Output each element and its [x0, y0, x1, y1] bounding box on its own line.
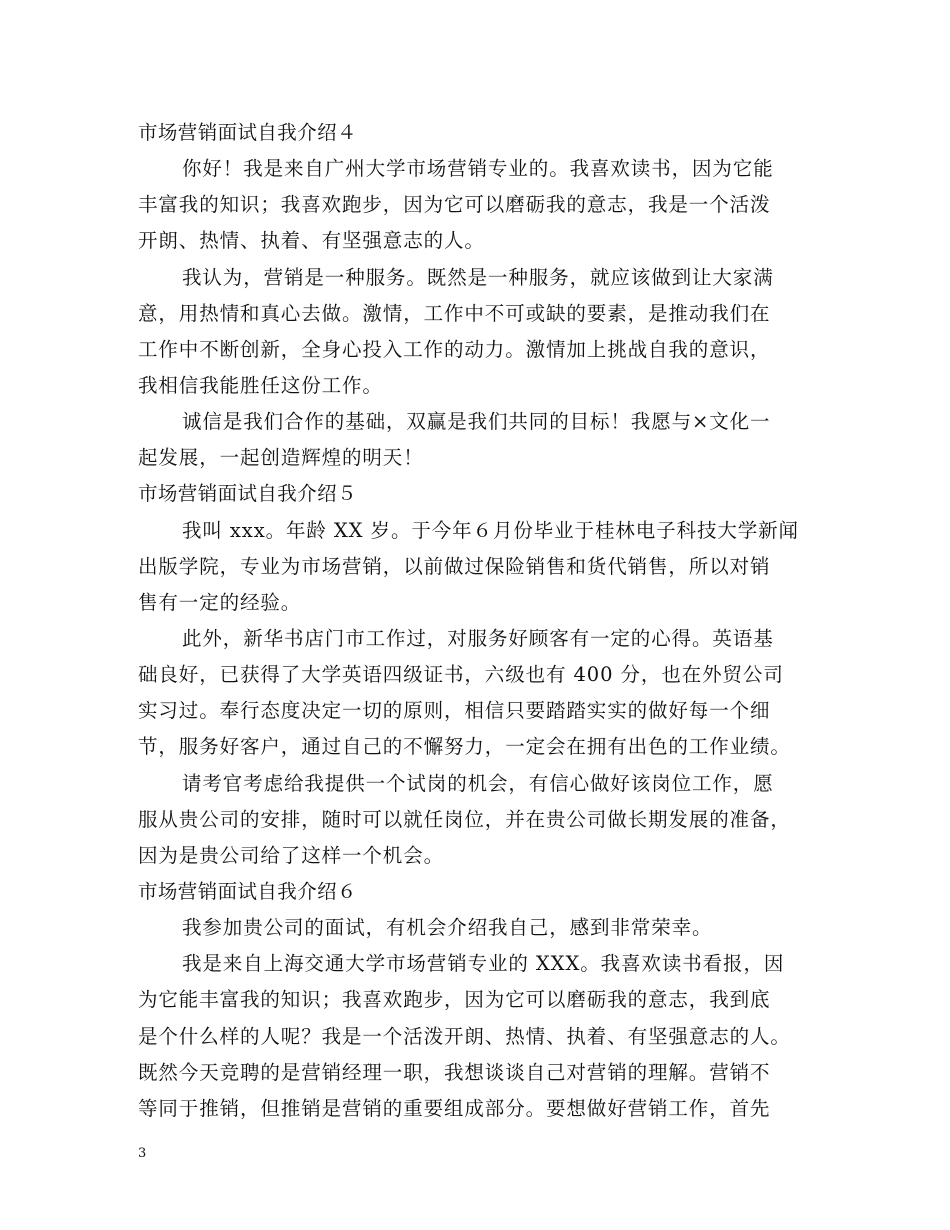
- paragraph-line: 请考官考虑给我提供一个试岗的机会，有信心做好该岗位工作，愿: [182, 771, 774, 795]
- paragraph-line: 我是来自上海交通大学市场营销专业的 XXX。我喜欢读书看报，因: [182, 952, 785, 976]
- paragraph-line: 实习过。奉行态度决定一切的原则，相信只要踏踏实实的做好每一个细: [138, 699, 771, 723]
- paragraph-line: 意，用热情和真心去做。激情，工作中不可或缺的要素，是推动我们在: [138, 301, 771, 325]
- paragraph-line: 为它能丰富我的知识；我喜欢跑步，因为它可以磨砺我的意志，我到底: [138, 988, 771, 1012]
- paragraph-line: 出版学院，专业为市场营销，以前做过保险销售和货代销售，所以对销: [138, 554, 771, 578]
- page-number: 3: [138, 1146, 147, 1161]
- paragraph-line: 我参加贵公司的面试，有机会介绍我自己，感到非常荣幸。: [182, 916, 713, 940]
- paragraph-line: 因为是贵公司给了这样一个机会。: [138, 843, 445, 867]
- paragraph-line: 丰富我的知识；我喜欢跑步，因为它可以磨砺我的意志，我是一个活泼: [138, 193, 771, 217]
- section-heading: 市场营销面试自我介绍６: [138, 879, 357, 903]
- paragraph-line: 起发展，一起创造辉煌的明天！: [138, 446, 424, 470]
- section-heading: 市场营销面试自我介绍４: [138, 121, 357, 144]
- paragraph-line: 我叫 xxx。年龄 XX 岁。于今年６月份毕业于桂林电子科技大学新闻: [182, 518, 799, 542]
- paragraph-line: 等同于推销，但推销是营销的重要组成部分。要想做好营销工作，首先: [138, 1096, 771, 1120]
- paragraph-line: 我认为，营销是一种服务。既然是一种服务，就应该做到让大家满: [182, 265, 774, 289]
- paragraph-line: 此外，新华书店门市工作过，对服务好顾客有一定的心得。英语基: [182, 626, 774, 650]
- paragraph-line: 服从贵公司的安排，随时可以就任岗位，并在贵公司做长期发展的准备，: [138, 807, 791, 831]
- paragraph-line: 开朗、热情、执着、有坚强意志的人。: [138, 229, 485, 253]
- paragraph-line: 工作中不断创新，全身心投入工作的动力。激情加上挑战自我的意识，: [138, 337, 771, 361]
- paragraph-line: 你好！我是来自广州大学市场营销专业的。我喜欢读书，因为它能: [182, 157, 774, 181]
- paragraph-line: 是个什么样的人呢？我是一个活泼开朗、热情、执着、有坚强意志的人。: [138, 1024, 791, 1048]
- section-heading: 市场营销面试自我介绍５: [138, 482, 357, 506]
- paragraph-line: 我相信我能胜任这份工作。: [138, 373, 383, 397]
- paragraph-line: 既然今天竞聘的是营销经理一职，我想谈谈自己对营销的理解。营销不: [138, 1060, 771, 1084]
- paragraph-line: 础良好，已获得了大学英语四级证书，六级也有 400 分，也在外贸公司: [138, 663, 784, 687]
- paragraph-line: 节，服务好客户，通过自己的不懈努力，一定会在拥有出色的工作业绩。: [138, 735, 791, 759]
- document-body: [138, 115, 828, 1127]
- paragraph-line: 售有一定的经验。: [138, 590, 302, 614]
- paragraph-line: 诚信是我们合作的基础，双赢是我们共同的目标！我愿与×文化一: [182, 410, 771, 434]
